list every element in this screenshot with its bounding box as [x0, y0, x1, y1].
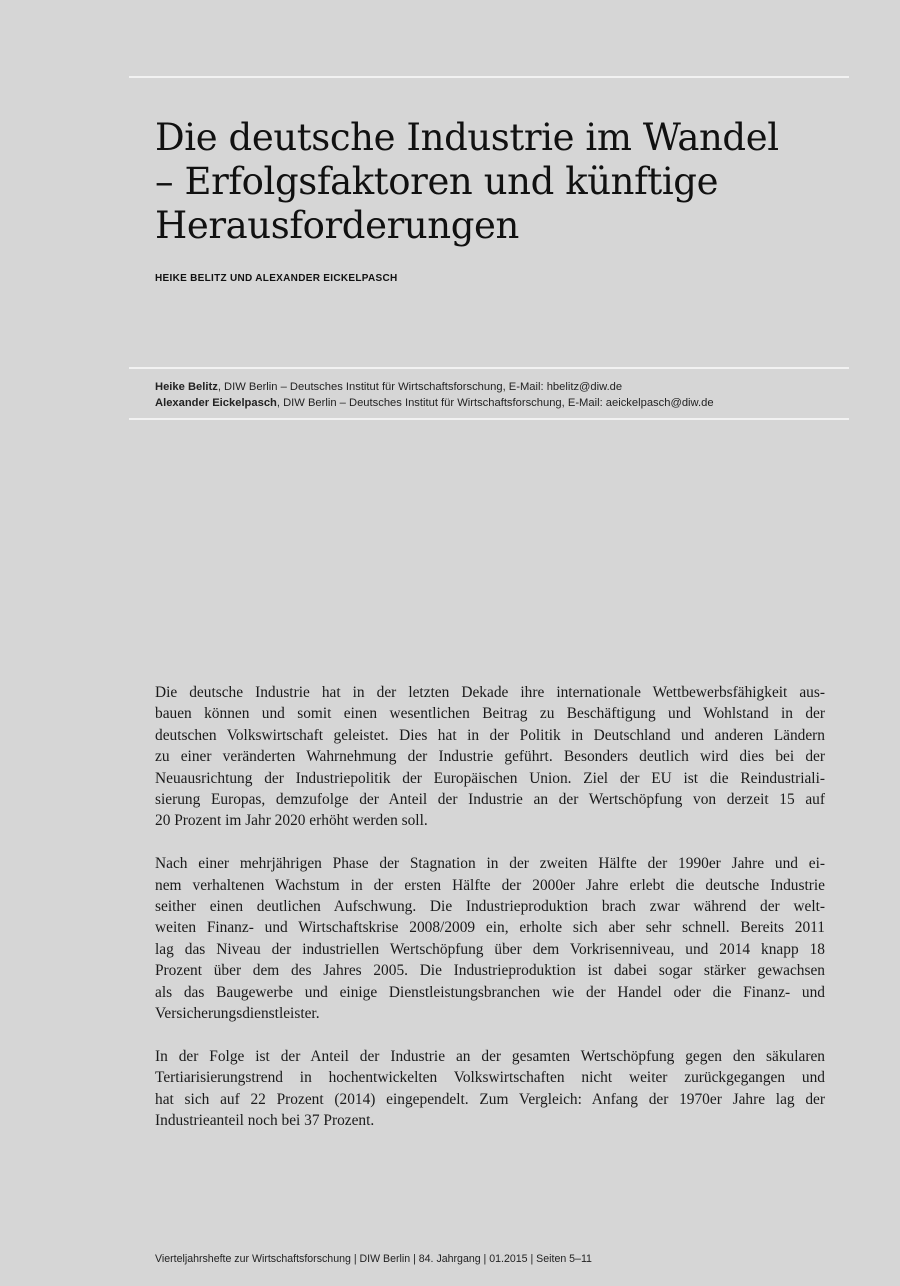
text-line: bauen können und somit einen wesentlichen Beitrag zu Beschäftigung und Wohlstand in der — [155, 705, 825, 723]
author-byline: HEIKE BELITZ UND ALEXANDER EICKELPASCH — [155, 273, 398, 284]
text-line: deutschen Volkswirtschaft geleistet. Dies hat in der Politik in Deutschland und anderen Ländern — [155, 726, 825, 744]
text-line: seither einen deutlichen Aufschwung. Die Industrieproduktion brach zwar während der welt- — [155, 898, 825, 916]
text-line: Versicherungsdienstleister. — [155, 1005, 320, 1023]
abstract-body — [155, 682, 825, 1153]
text-line: Nach einer mehrjährigen Phase der Stagnation in der zweiten Hälfte der 1990er Jahre und ei- — [155, 855, 825, 873]
affiliation-detail: , DIW Berlin – Deutsches Institut für Wirtschaftsforschung, E-Mail: aeickelpasch@diw.de — [276, 397, 714, 409]
affiliation-entry — [155, 395, 845, 411]
top-divider — [129, 76, 849, 78]
affiliation-name: Heike Belitz — [155, 381, 218, 393]
article-title — [155, 116, 835, 248]
text-line: zu einer veränderten Wahrnehmung der Industrie geführt. Besonders deutlich wird dies bei der — [155, 748, 825, 766]
text-line: Industrieanteil noch bei 37 Prozent. — [155, 1112, 375, 1130]
paragraph — [155, 1046, 825, 1132]
text-line: lag das Niveau der industriellen Wertschöpfung über dem Vorkrisenniveau, und 2014 knapp 18 — [155, 940, 825, 958]
text-line: 20 Prozent im Jahr 2020 erhöht werden soll. — [155, 812, 428, 830]
text-line: Neuausrichtung der Industriepolitik der Europäischen Union. Ziel der EU ist die Reindustriali- — [155, 769, 825, 787]
text-line: sierung Europas, demzufolge der Anteil der Industrie an der Wertschöpfung von derzeit 15 auf — [155, 791, 825, 809]
page-footer: Vierteljahrshefte zur Wirtschaftsforschung | DIW Berlin | 84. Jahrgang | 01.2015 | Seiten 5–11 — [155, 1253, 592, 1265]
title-line: Herausforderungen — [155, 204, 519, 247]
text-line: Prozent über dem des Jahres 2005. Die Industrieproduktion ist dabei sogar stärker gewachsen — [155, 962, 825, 980]
affiliation-name: Alexander Eickelpasch — [155, 397, 277, 409]
author-affiliations — [155, 379, 845, 411]
paragraph — [155, 853, 825, 1024]
affiliation-top-divider — [129, 367, 849, 369]
text-line: Die deutsche Industrie hat in der letzten Dekade ihre internationale Wettbewerbsfähigkeit aus- — [155, 684, 825, 701]
text-line: nem verhaltenen Wachstum in der ersten Hälfte der 2000er Jahre erlebt die deutsche Industrie — [155, 876, 825, 894]
title-line: Die deutsche Industrie im Wandel — [155, 116, 779, 159]
affiliation-entry — [155, 379, 845, 395]
paragraph — [155, 682, 825, 832]
title-line: – Erfolgsfaktoren und künftige — [155, 160, 719, 203]
text-line: als das Baugewerbe und einige Dienstleistungsbranchen wie der Handel oder die Finanz- und — [155, 983, 825, 1001]
affiliation-detail: , DIW Berlin – Deutsches Institut für Wirtschaftsforschung, E-Mail: hbelitz@diw.de — [217, 381, 623, 393]
text-line: hat sich auf 22 Prozent (2014) eingependelt. Zum Vergleich: Anfang der 1970er Jahre lag der — [155, 1090, 825, 1108]
text-line: Tertiarisierungstrend in hochentwickelten Volkswirtschaften nicht weiter zurückgegangen und — [155, 1069, 825, 1087]
text-line: weiten Finanz- und Wirtschaftskrise 2008/2009 ein, erholte sich aber sehr schnell. Bereits 2011 — [155, 919, 825, 937]
affiliation-bottom-divider — [129, 418, 849, 420]
text-line: In der Folge ist der Anteil der Industrie an der gesamten Wertschöpfung gegen den säkularen — [155, 1047, 825, 1065]
